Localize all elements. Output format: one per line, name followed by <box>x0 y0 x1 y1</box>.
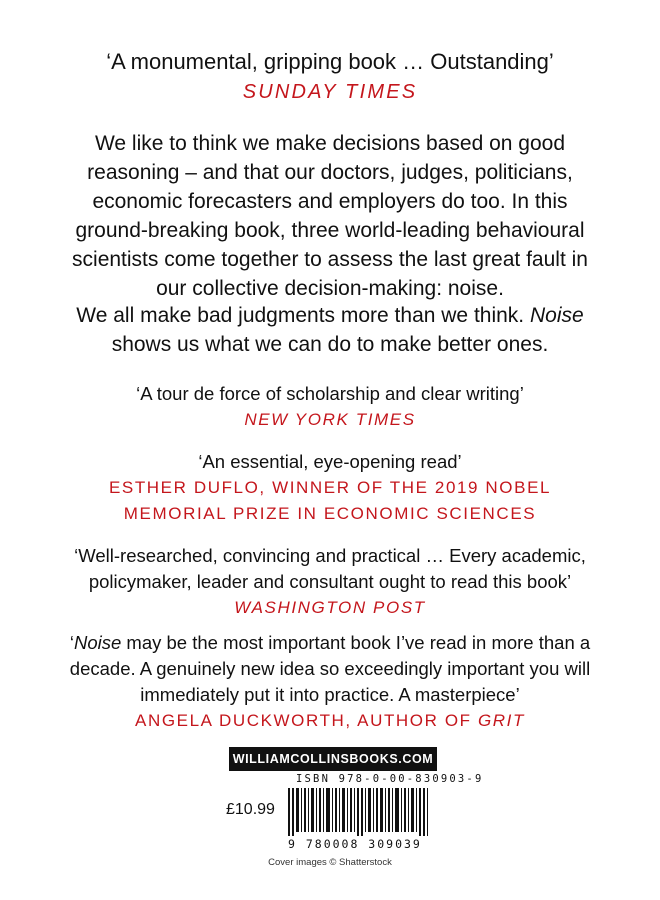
barcode-bar <box>392 788 393 832</box>
quote-text: ‘Noise may be the most important book I’ve read in more than a <box>69 632 591 653</box>
quote-text: policymaker, leader and consultant ought to read this book’ <box>88 571 572 592</box>
cover-credit: Cover images © Shatterstock <box>268 857 392 868</box>
quote-source: WASHINGTON POST <box>234 598 426 617</box>
quote-angela-duckworth <box>0 630 660 734</box>
barcode-bar <box>301 788 302 832</box>
blurb-paragraph-2 <box>0 301 660 359</box>
barcode-bar <box>304 788 306 832</box>
barcode-bar <box>416 788 417 832</box>
quote-source: MEMORIAL PRIZE IN ECONOMIC SCIENCES <box>123 504 537 523</box>
barcode-bar <box>427 788 428 836</box>
barcode-bar <box>319 788 321 832</box>
quote-source: ANGELA DUCKWORTH, AUTHOR OF GRIT <box>135 711 525 730</box>
quote-source: ESTHER DUFLO, WINNER OF THE 2019 NOBEL <box>108 478 552 497</box>
barcode-bar <box>347 788 348 832</box>
barcode-bar <box>357 788 359 836</box>
blurb-line: scientists come together to assess the last great fault in <box>72 248 588 271</box>
quote-text: ‘A tour de force of scholarship and clear writing’ <box>136 383 524 404</box>
blurb-line: our collective decision-making: noise. <box>156 277 504 300</box>
quote-washington-post <box>0 543 660 621</box>
barcode-bar <box>332 788 333 832</box>
barcode-bar <box>326 788 330 832</box>
barcode-bar <box>288 788 290 836</box>
quote-text: immediately put it into practice. A masterpiece’ <box>140 684 520 705</box>
blurb-paragraph-1 <box>0 129 660 303</box>
price: £10.99 <box>226 801 275 818</box>
barcode-digits: 9 780008 309039 <box>288 837 422 851</box>
barcode-bar <box>376 788 378 832</box>
barcode-bar <box>388 788 390 832</box>
publisher-url: WILLIAMCOLLINSBOOKS.COM <box>229 747 437 771</box>
barcode-bar <box>404 788 406 832</box>
barcode-bar <box>408 788 409 832</box>
book-title: Noise <box>73 632 122 653</box>
barcode-bar <box>316 788 317 832</box>
blurb-line: We like to think we make decisions based on good <box>94 132 566 155</box>
barcode-bar <box>373 788 374 832</box>
barcode-bar <box>292 788 294 836</box>
blurb-line: ground-breaking book, three world-leading behavioural <box>75 219 585 242</box>
barcode-bar <box>308 788 309 832</box>
barcode-bar <box>311 788 314 832</box>
barcode-bar <box>361 788 363 836</box>
barcode-bar <box>354 788 355 832</box>
isbn-number: ISBN 978-0-00-830903-9 <box>296 773 484 785</box>
quote-esther-duflo <box>0 449 660 527</box>
quote-source: NEW YORK TIMES <box>244 410 416 429</box>
barcode-bar <box>411 788 414 832</box>
quote-text: ‘Well-researched, convincing and practical … Every academic, <box>74 545 586 566</box>
barcode-bar <box>350 788 352 832</box>
quote-sunday-times <box>0 47 660 107</box>
barcode-bar <box>296 788 299 832</box>
quote-text: ‘A monumental, gripping book … Outstanding’ <box>106 49 554 74</box>
barcode-bar <box>335 788 337 832</box>
barcode <box>288 788 434 836</box>
book-title: GRIT <box>477 711 525 730</box>
blurb-line: shows us what we can do to make better ones. <box>111 333 549 356</box>
quote-text: decade. A genuinely new idea so exceedingly important you will <box>69 658 591 679</box>
blurb-line: reasoning – and that our doctors, judges, politicians, <box>87 161 573 184</box>
blurb-line: We all make bad judgments more than we think. Noise <box>76 304 584 327</box>
barcode-bar <box>339 788 340 832</box>
barcode-bar <box>365 788 366 832</box>
quote-source: SUNDAY TIMES <box>242 81 418 103</box>
barcode-bar <box>342 788 345 832</box>
barcode-bar <box>401 788 402 832</box>
quote-new-york-times <box>0 381 660 433</box>
barcode-bar <box>395 788 399 832</box>
barcode-bar <box>423 788 425 836</box>
barcode-bar <box>368 788 371 832</box>
barcode-bar <box>419 788 421 836</box>
barcode-bar <box>323 788 324 832</box>
book-title: Noise <box>529 304 584 327</box>
quote-text: ‘An essential, eye-opening read’ <box>198 451 462 472</box>
barcode-bar <box>380 788 383 832</box>
blurb-line: economic forecasters and employers do too. In this <box>92 190 568 213</box>
barcode-bar <box>385 788 386 832</box>
